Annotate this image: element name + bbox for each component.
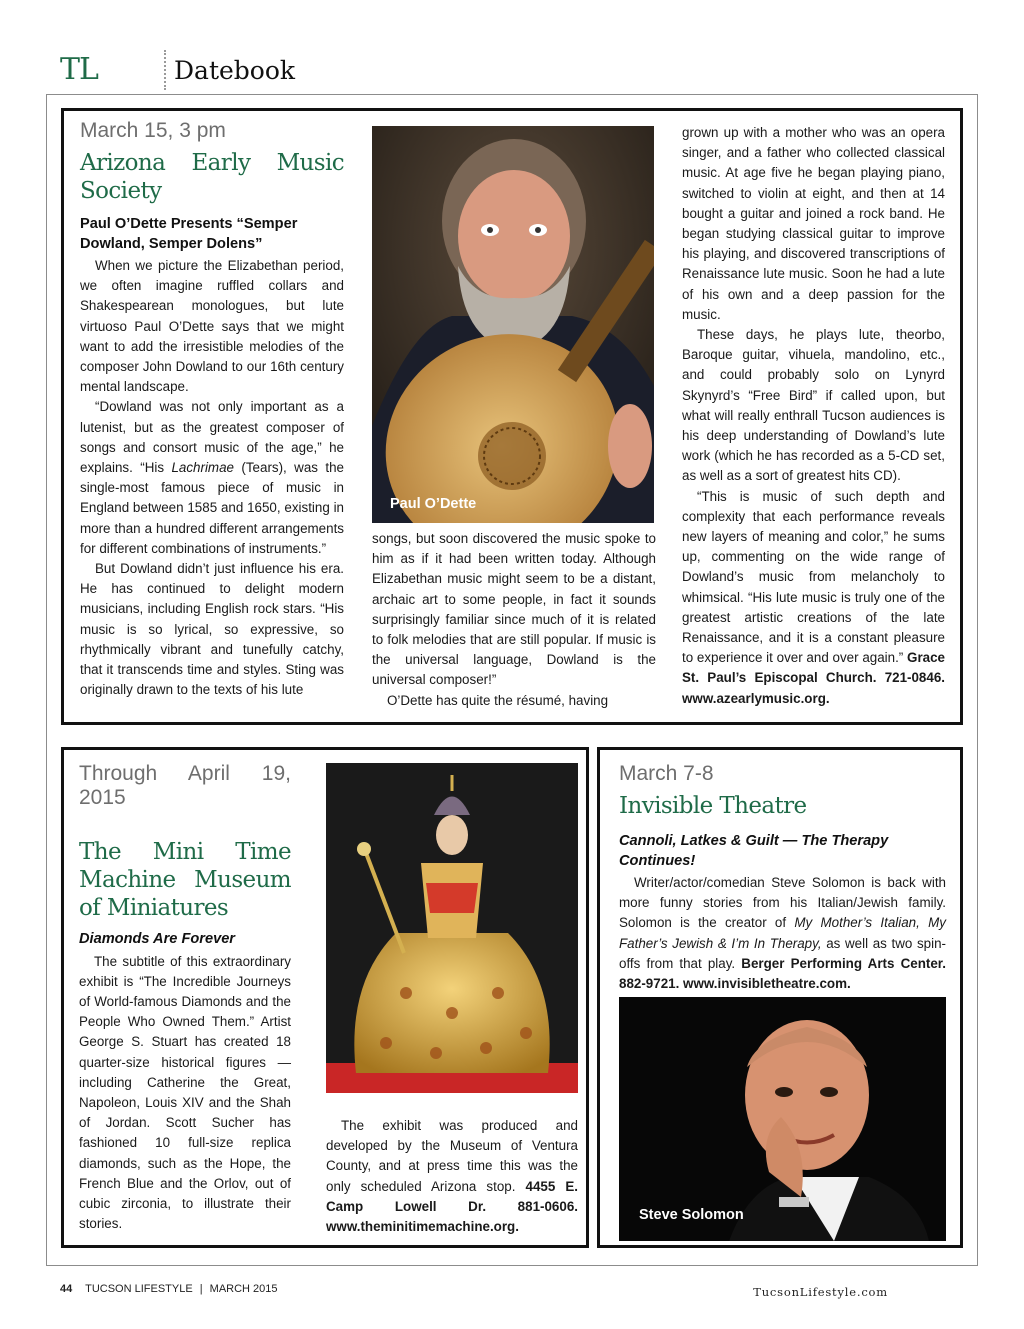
event-subtitle: Diamonds Are Forever xyxy=(79,931,235,947)
header-divider xyxy=(164,50,166,90)
comedian-portrait-illustration xyxy=(619,997,946,1241)
feature-column-1 xyxy=(80,119,344,700)
feature-column-2 xyxy=(372,529,656,711)
paragraph: “This is music of such depth and complexity that each performance reveals new layers of meaning and color,” he sums up, commenting on the wide range of Dowland’s music from melancholy to whimsical. “His lute music is truly one of the greatest artistic creations of the late Renaissance, and it is a constant pleasure to experience it over and over again.” Grace St. Paul’s Episcopal Church. 721-0846. www.azearlymusic.org. xyxy=(682,488,945,706)
paragraph: O’Dette has quite the résumé, having xyxy=(387,692,609,708)
paragraph: These days, he plays lute, theorbo, Baroque guitar, vihuela, mandolino, etc., and could probably solo on Lynyrd Skynyrd’s “Free Bird” if called upon, but what will really enthrall Tucson audiences is his deep understanding of Dowland’s lute work (which he has recorded as a 5-CD set, as well as a sort of greatest hits CD). xyxy=(682,327,945,484)
paragraph: Writer/actor/comedian Steve Solomon is back with more funny stories from his Italian/Jewish family. Solomon is the creator of My Mother’s Italian, My Father’s Jewish & I’m In Therapy, as well as two spin-offs from that play. Berger Performing Arts Center. 882-9721. www.invisibletheatre.com. xyxy=(619,875,946,992)
event-title: The Mini Time Machine Museum of Miniatures xyxy=(79,839,291,921)
photo-caption: Steve Solomon xyxy=(639,1207,744,1223)
museum-column-2 xyxy=(326,1116,578,1237)
feature-column-3 xyxy=(682,123,945,709)
event-date: March 15, 3 pm xyxy=(80,119,226,142)
steve-solomon-photo xyxy=(619,997,946,1241)
event-subtitle: Paul O’Dette Presents “Semper Dowland, Semper Dolens” xyxy=(80,216,298,252)
event-date: Through April 19, 2015 xyxy=(79,762,291,809)
theatre-event-box xyxy=(597,747,963,1248)
event-date: March 7-8 xyxy=(619,762,714,785)
museum-event-box xyxy=(61,747,589,1248)
feature-event-box xyxy=(61,108,963,725)
event-title: Arizona Early Music Society xyxy=(80,150,344,204)
magazine-name: TUCSON LIFESTYLE xyxy=(85,1283,193,1295)
paul-odette-photo xyxy=(372,126,654,523)
paragraph: The exhibit was produced and developed by the Museum of Ventura County, and at press time this was the only scheduled Arizona stop. 4455 E. Camp Lowell Dr. 881-0606. www.theminitimemachine.org. xyxy=(326,1118,578,1235)
event-subtitle: Cannoli, Latkes & Guilt — The Therapy Continues! xyxy=(619,833,889,869)
issue-date: MARCH 2015 xyxy=(209,1283,278,1295)
paragraph: songs, but soon discovered the music spoke to him as if it had been written today. Although Elizabethan music might seem to be a distant, archaic art to some people, in fact it sounds surprisingly familiar since much of it is related to folk melodies that are still popular. If music is the universal language, Dowland is the universal composer!” xyxy=(372,531,656,688)
paragraph: “Dowland was not only important as a lutenist, but as the greatest composer of songs and consort music of the age,” he explains. “His Lachrimae (Tears), was the single-most famous piece of music in England between 1585 and 1650, existing in more than a hundred different arrangements for different combinations of instruments.” xyxy=(80,399,344,556)
theatre-column xyxy=(619,762,946,994)
paragraph: But Dowland didn’t just influence his era. He has continued to delight modern musicians, including English rock stars. “His music is so lyrical, so expressive, so rhythmically vibrant and tunefully catchy, that it transcends time and styles. Sting was originally drawn to the texts of his lute xyxy=(80,561,344,698)
paragraph: When we picture the Elizabethan period, we often imagine ruffled collars and Shakespearean monologues, but lute virtuoso Paul O’Dette says that we might want to add the irresistible melodies of the composer John Dowland to our 16th century mental landscape. xyxy=(80,258,344,395)
lute-player-illustration xyxy=(372,126,654,523)
museum-column-1 xyxy=(79,762,291,1234)
page-number: 44 xyxy=(60,1283,73,1295)
footer-divider: | xyxy=(199,1283,203,1295)
website-link[interactable]: TucsonLifestyle.com xyxy=(753,1285,888,1299)
event-title: Invisible Theatre xyxy=(619,793,807,819)
paragraph: grown up with a mother who was an opera singer, and a father who collected classical music. At age five he began playing piano, switched to violin at eight, and then at 14 bought a guitar and joined a rock band. He began studying classical guitar to improve his playing, and discovered transcriptions of Renaissance lute music. Soon he had a lute of his own and a deep passion for the music. xyxy=(682,125,945,322)
magazine-logo: TL xyxy=(60,52,98,87)
miniature-figure-photo xyxy=(326,763,578,1093)
photo-caption: Paul O’Dette xyxy=(390,496,477,512)
paragraph: The subtitle of this extraordinary exhibit is “The Incredible Journeys of World-famous Diamonds and the People Who Owned Them.” Artist George S. Stuart has created 18 quarter-size historical figures — including Catherine the Great, Napoleon, Louis XIV and the Shah of Jordan. Scott Sucher has fashioned 10 full-size replica diamonds, such as the Hope, the French Blue and the Orlov, out of cubic zirconia, to illustrate their stories. xyxy=(79,953,291,1232)
page-header xyxy=(60,50,980,94)
empress-miniature-illustration xyxy=(326,763,578,1093)
section-title: Datebook xyxy=(174,56,296,85)
